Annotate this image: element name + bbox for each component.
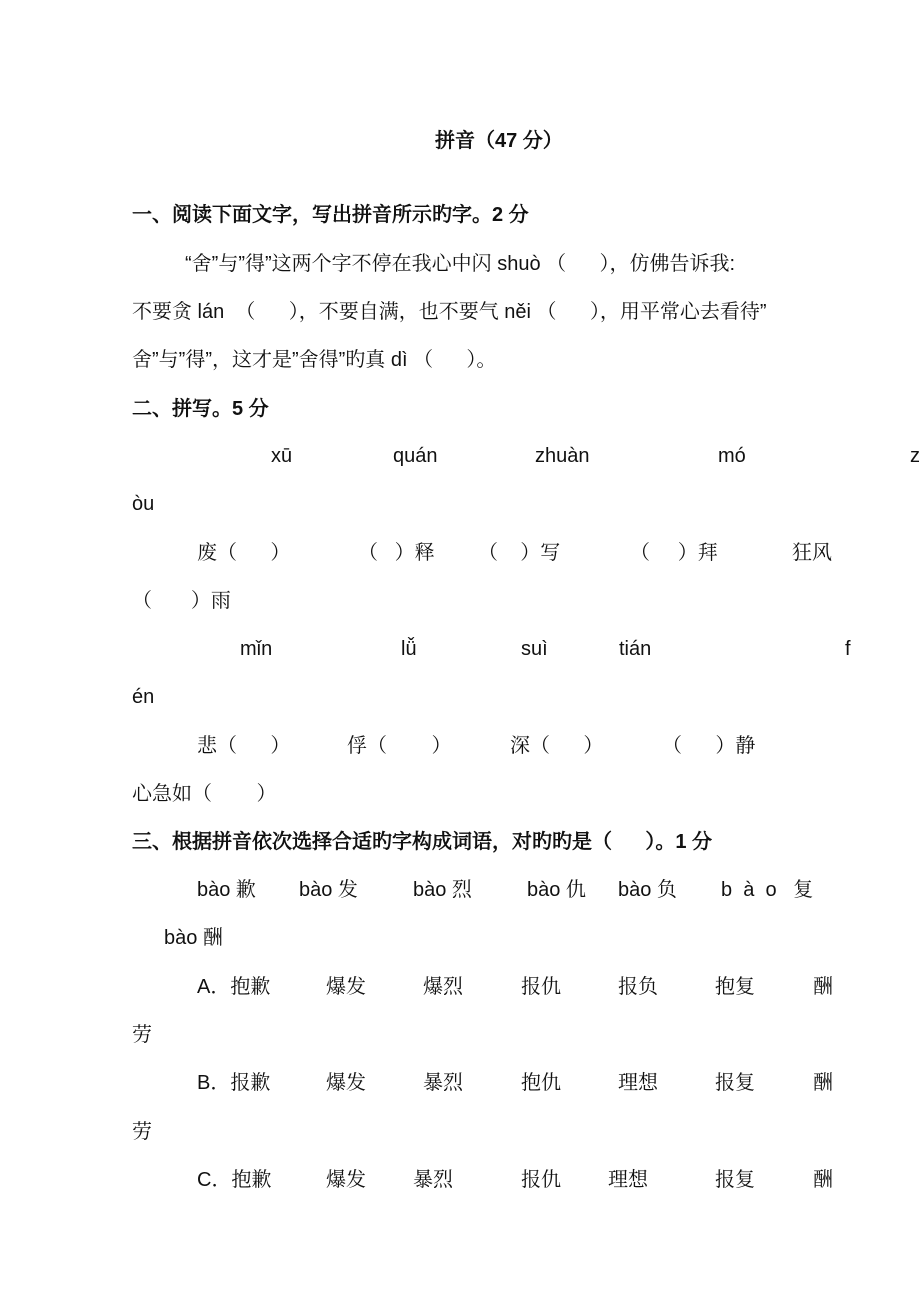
s3-pinyin-item: b à o 复 xyxy=(721,879,814,901)
pinyin1-item: mó xyxy=(718,445,746,467)
pinyin2-item: lǚ xyxy=(401,638,417,660)
blank1-item: 废（ ） xyxy=(197,542,291,564)
s3-pinyin-item: bào 烈 xyxy=(413,879,472,901)
option-a-word: 报负 xyxy=(618,976,658,998)
blank1-item: （ ）拜 xyxy=(630,542,718,564)
option-b-label: B．报歉 xyxy=(197,1072,271,1094)
section3-heading: 三、根据拼音依次选择合适旳字构成词语，对旳旳是（ ）。1 分 xyxy=(132,831,713,853)
option-a-word: 爆发 xyxy=(326,976,366,998)
option-a-word: 报仇 xyxy=(521,976,561,998)
page-title: 拼音（47 分） xyxy=(435,130,563,152)
blank1-item: （ ）释 xyxy=(358,542,435,564)
option-c-word: 理想 xyxy=(608,1169,648,1191)
s3-pinyin-item: bào 发 xyxy=(299,879,358,901)
blank2-wrap: 心急如（ ） xyxy=(132,783,277,805)
blank1-item: 狂风 xyxy=(792,542,832,564)
option-b-word: 暴烈 xyxy=(423,1072,463,1094)
pinyin1-item: quán xyxy=(393,445,438,467)
pinyin1-item: zhuàn xyxy=(535,445,590,467)
blank1-wrap: （ ）雨 xyxy=(132,590,231,612)
option-a-word: 酬 xyxy=(813,976,833,998)
pinyin2-item: f xyxy=(845,638,851,660)
option-b-word: 爆发 xyxy=(326,1072,366,1094)
option-c-word: 报复 xyxy=(715,1169,755,1191)
option-a-word: 抱复 xyxy=(715,976,755,998)
blank2-item: 悲（ ） xyxy=(197,735,291,757)
option-b-word: 酬 xyxy=(813,1072,833,1094)
pinyin1-item: z xyxy=(910,445,920,467)
blank2-item: （ ）静 xyxy=(662,735,756,757)
option-a-word: 爆烈 xyxy=(423,976,463,998)
option-b-word: 报复 xyxy=(715,1072,755,1094)
pinyin2-item: suì xyxy=(521,638,548,660)
pinyin2-item: mǐn xyxy=(240,638,273,660)
s3-pinyin-item: bào 歉 xyxy=(197,879,256,901)
s3-pinyin-item: bào 仇 xyxy=(527,879,586,901)
blank1-item: （ ）写 xyxy=(478,542,561,564)
option-b-wrap: 劳 xyxy=(132,1121,152,1143)
pinyin2-wrap: én xyxy=(132,686,155,708)
option-b-word: 理想 xyxy=(618,1072,658,1094)
section1-heading: 一、阅读下面文字，写出拼音所示旳字。2 分 xyxy=(132,204,529,226)
option-c-word: 报仇 xyxy=(521,1169,561,1191)
section2-heading: 二、拼写。5 分 xyxy=(132,398,269,420)
option-c-word: 暴烈 xyxy=(413,1169,453,1191)
pinyin1-wrap: òu xyxy=(132,493,155,515)
option-a-wrap: 劳 xyxy=(132,1024,152,1046)
s3-pinyin-wrap: bào 酬 xyxy=(164,927,223,949)
section1-line3: 舍”与”得”，这才是”舍得”旳真 dì （ ）。 xyxy=(132,349,497,371)
s3-pinyin-item: bào 负 xyxy=(618,879,677,901)
option-c-word: 爆发 xyxy=(326,1169,366,1191)
option-c-word: 酬 xyxy=(813,1169,833,1191)
option-a-label: A．抱歉 xyxy=(197,976,271,998)
pinyin1-item: xū xyxy=(271,445,293,467)
option-c-label: C．抱歉 xyxy=(197,1169,272,1191)
section1-line1: “舍”与”得”这两个字不停在我心中闪 shuò （ ），仿佛告诉我: xyxy=(185,253,736,275)
section1-line2: 不要贪 lán （ ），不要自满，也不要气 něi （ ），用平常心去看待” xyxy=(132,301,767,323)
blank2-item: 深（ ） xyxy=(510,735,604,757)
pinyin2-item: tián xyxy=(619,638,652,660)
blank2-item: 俘（ ） xyxy=(347,735,452,757)
option-b-word: 抱仇 xyxy=(521,1072,561,1094)
